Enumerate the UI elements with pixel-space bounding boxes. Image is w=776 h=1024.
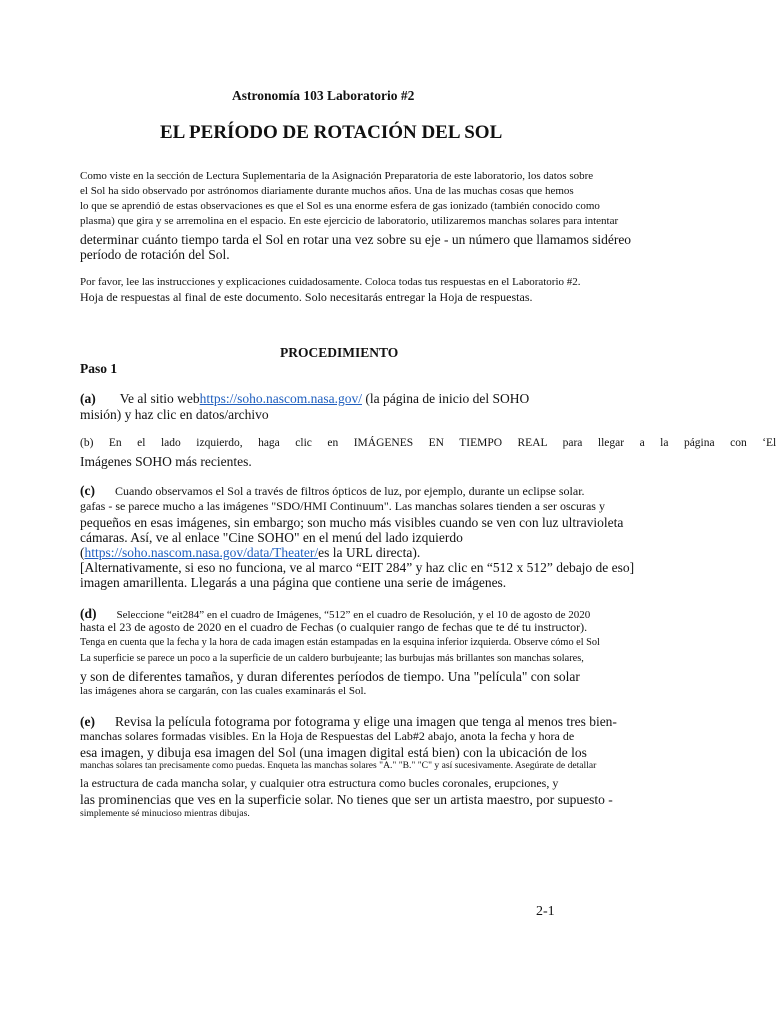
item-e-text: Revisa la película fotograma por fotograma y elige una imagen que tenga al menos tres bien- xyxy=(114,714,617,729)
item-c-line-3: pequeños en esas imágenes, sin embargo; son mucho más visibles cuando se ven con luz ultravioleta xyxy=(80,515,624,530)
page-title: EL PERÍODO DE ROTACIÓN DEL SOL xyxy=(160,122,503,143)
item-a-line-2: misión) y haz clic en datos/archivo xyxy=(80,407,269,422)
intro-line-1: Como viste en la sección de Lectura Suplementaria de la Asignación Preparatoria de este laboratorio, los datos sobre xyxy=(80,170,594,182)
item-c-text: Cuando observamos el Sol a través de filtros ópticos de luz, por ejemplo, durante un eclipse solar. xyxy=(114,484,585,498)
item-c-line-6: [Alternativamente, si eso no funciona, ve al marco “EIT 284” y haz clic en “512 x 512” debajo de eso] xyxy=(80,560,635,575)
intro-line-3: lo que se aprendió de estas observaciones es que el Sol es una enorme esfera de gas ionizado (también conocido como xyxy=(80,200,600,212)
item-e-line-1 xyxy=(80,714,617,730)
item-e-label: (e) xyxy=(80,714,95,729)
instructions-line-1: Por favor, lee las instrucciones y explicaciones cuidadosamente. Coloca todas tus respuestas en el Laboratorio #2. xyxy=(80,276,581,288)
intro-line-5: determinar cuánto tiempo tarda el Sol en rotar una vez sobre su eje - un número que llamamos sidéreo xyxy=(80,232,632,247)
item-b-word: la xyxy=(660,437,669,449)
item-b-word: REAL xyxy=(517,437,548,449)
intro-line-6: período de rotación del Sol. xyxy=(80,247,230,262)
item-d-text: Seleccione “eit284” en el cuadro de Imágenes, “512” en el cuadro de Resolución, y el 10 de agosto de 2020 xyxy=(116,609,591,621)
item-b-word: (b) xyxy=(80,437,94,449)
item-b-word: a xyxy=(639,437,645,449)
intro-line-4: plasma) que gira y se arremolina en el espacio. En este ejercicio de laboratorio, utilizaremos manchas solares para intentar xyxy=(80,215,619,227)
item-e-line-7: simplemente sé minucioso mientras dibujas. xyxy=(80,808,250,819)
item-e-line-3: esa imagen, y dibuja esa imagen del Sol (una imagen digital está bien) con la ubicación de los xyxy=(80,745,587,760)
item-a-text: Ve al sitio web xyxy=(119,391,200,406)
item-b-word: EN xyxy=(428,437,444,449)
item-a-label: (a) xyxy=(80,391,96,406)
soho-home-link[interactable]: https://soho.nascom.nasa.gov/ xyxy=(199,391,362,406)
item-d-line-2: hasta el 23 de agosto de 2020 en el cuadro de Fechas (o cualquier rango de fechas que te dé tu instructor). xyxy=(80,620,588,634)
item-c-line-4: cámaras. Así, ve al enlace "Cine SOHO" en el menú del lado izquierdo xyxy=(80,530,463,545)
item-b-word: página xyxy=(683,437,715,449)
item-b-word: haga xyxy=(258,437,280,449)
intro-line-2: el Sol ha sido observado por astrónomos diariamente durante muchos años. Una de las muchas cosas que hemos xyxy=(80,185,574,197)
item-b-word: TIEMPO xyxy=(459,437,503,449)
item-c-line-2: gafas - se parece mucho a las imágenes "SDO/HMI Continuum". Las manchas solares tienden a ser oscuras y xyxy=(80,499,605,513)
item-d-line-6: las imágenes ahora se cargarán, con las cuales examinarás el Sol. xyxy=(80,685,367,697)
item-b-word: izquierdo, xyxy=(196,437,243,449)
item-b-line-2: Imágenes SOHO más recientes. xyxy=(80,454,252,469)
soho-theater-link[interactable]: https://soho.nascom.nasa.gov/data/Theater/ xyxy=(84,545,319,560)
item-d-label: (d) xyxy=(80,606,97,621)
item-e-line-5: la estructura de cada mancha solar, y cualquier otra estructura como bucles coronales, erupciones, y xyxy=(80,776,559,790)
step-heading: Paso 1 xyxy=(80,361,118,376)
item-b-word: IMÁGENES xyxy=(353,437,414,449)
item-e-line-6: las prominencias que ves en la superficie solar. No tienes que ser un artista maestro, por supuesto - xyxy=(80,792,613,807)
item-b-word: lado xyxy=(160,437,181,449)
course-heading: Astronomía 103 Laboratorio #2 xyxy=(232,88,415,103)
item-b-word: el xyxy=(137,437,146,449)
procedure-heading: PROCEDIMIENTO xyxy=(280,345,399,360)
item-b-word: en xyxy=(327,437,339,449)
item-c-line-5: (https://soho.nascom.nasa.gov/data/Theater/es la URL directa). xyxy=(80,545,421,560)
item-a-line-1 xyxy=(80,391,529,407)
item-d-line-5: y son de diferentes tamaños, y duran diferentes períodos de tiempo. Una "película" con solar xyxy=(80,669,580,684)
item-c-label: (c) xyxy=(80,483,95,498)
item-e-line-2: manchas solares formadas visibles. En la Hoja de Respuestas del Lab#2 abajo, anota la fecha y hora de xyxy=(80,729,575,743)
item-c-line-7: imagen amarillenta. Llegarás a una página que contiene una serie de imágenes. xyxy=(80,575,507,590)
item-b-word: ‘El xyxy=(762,437,776,449)
item-d-line-3: Tenga en cuenta que la fecha y la hora de cada imagen están estampadas en la esquina inferior izquierda. Observe cómo el Sol xyxy=(80,637,600,648)
item-d-line-4: La superficie se parece un poco a la superficie de un caldero burbujeante; las burbujas más brillantes son manchas solares, xyxy=(80,653,584,664)
item-b-word: clic xyxy=(295,437,312,449)
item-c-line-1 xyxy=(80,483,585,499)
item-b-word: para xyxy=(562,437,583,449)
item-b-word: En xyxy=(108,437,122,449)
item-a-text-post: (la página de inicio del SOHO xyxy=(362,391,530,406)
page-number: 2-1 xyxy=(536,904,555,919)
item-e-line-4: manchas solares tan precisamente como puedas. Enqueta las manchas solares "A." "B." "C" y así sucesivamente. Asegúrate de detallar xyxy=(80,760,597,771)
instructions-line-2: Hoja de respuestas al final de este documento. Solo necesitarás entregar la Hoja de respuestas. xyxy=(80,290,533,304)
item-b-word: con xyxy=(730,437,747,449)
item-b-word: llegar xyxy=(597,437,625,449)
item-b-line-1 xyxy=(80,437,776,449)
